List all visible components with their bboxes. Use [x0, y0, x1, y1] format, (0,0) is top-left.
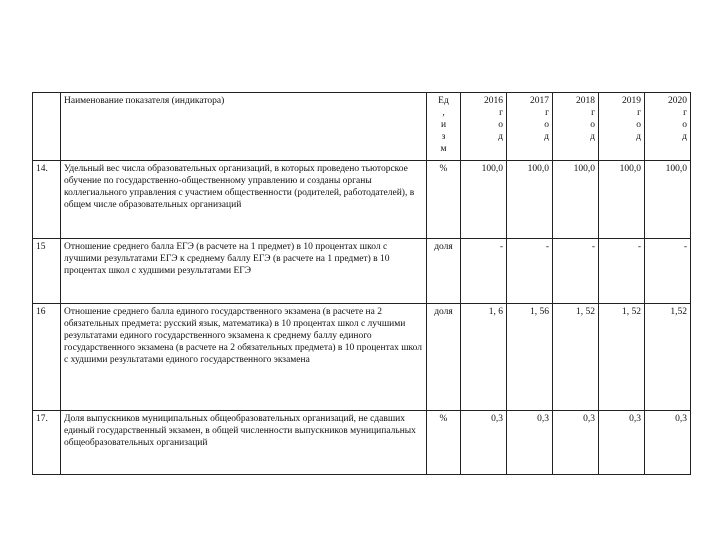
header-year-2017 [507, 93, 553, 161]
row-indicator-name: Отношение среднего балла ЕГЭ (в расчете на 1 предмет) в 10 процентах школ с лучшими результатами ЕГЭ к среднему баллу ЕГЭ (в расчете на 1 предмет) в 10 процентах школ с худшими результатами ЕГЭ [61, 239, 427, 304]
year-char: о [636, 120, 641, 130]
table-row [33, 411, 691, 475]
header-num-cell [33, 93, 61, 161]
row-number: 16 [33, 304, 61, 411]
unit-char: , [442, 108, 445, 118]
header-name-cell: Наименование показателя (индикатора) [61, 93, 427, 161]
row-value: - [599, 239, 645, 304]
row-unit: доля [427, 239, 461, 304]
header-year-2020 [645, 93, 691, 161]
year-label: 2019 [622, 96, 641, 106]
year-label: 2017 [530, 96, 549, 106]
unit-char: з [441, 132, 446, 142]
row-number: 14. [33, 161, 61, 239]
year-char: г [545, 108, 549, 118]
year-char: д [682, 132, 687, 142]
year-char: о [590, 120, 595, 130]
header-year-2018 [553, 93, 599, 161]
row-value: 0,3 [599, 411, 645, 475]
unit-char: и [440, 120, 447, 130]
header-year-2019 [599, 93, 645, 161]
row-value: 1, 52 [599, 304, 645, 411]
row-value: 100,0 [599, 161, 645, 239]
row-value: 0,3 [645, 411, 691, 475]
row-value: - [645, 239, 691, 304]
year-label: 2018 [576, 96, 595, 106]
year-label: 2020 [668, 96, 687, 106]
year-char: д [636, 132, 641, 142]
row-value: - [507, 239, 553, 304]
row-unit: доля [427, 304, 461, 411]
table-row [33, 161, 691, 239]
year-char: о [544, 120, 549, 130]
row-number: 15 [33, 239, 61, 304]
year-char: г [637, 108, 641, 118]
table-row [33, 304, 691, 411]
year-label: 2016 [484, 96, 503, 106]
row-value: 1, 56 [507, 304, 553, 411]
year-char: г [683, 108, 687, 118]
year-char: о [682, 120, 687, 130]
row-unit: % [427, 161, 461, 239]
row-value: 1,52 [645, 304, 691, 411]
year-char: д [590, 132, 595, 142]
row-value: 1, 6 [461, 304, 507, 411]
year-char: о [498, 120, 503, 130]
unit-char: м [440, 144, 447, 154]
year-char: г [499, 108, 503, 118]
header-unit-cell [427, 93, 461, 161]
year-char: д [544, 132, 549, 142]
year-char: д [498, 132, 503, 142]
header-row [33, 93, 691, 161]
row-indicator-name: Доля выпускников муниципальных общеобразовательных организаций, не сдавших единый государственный экзамен, в общей численности выпускников муниципальных общеобразовательных организаций [61, 411, 427, 475]
indicators-table [32, 92, 691, 475]
row-value: 100,0 [553, 161, 599, 239]
row-indicator-name: Удельный вес числа образовательных организаций, в которых проведено тьюторское обучение по государственно-общественному управлению и созданы органы коллегиального управления с участием общественности (родителей, работодателей), в общем числе образовательных организаций [61, 161, 427, 239]
row-value: 100,0 [507, 161, 553, 239]
row-value: - [461, 239, 507, 304]
year-char: г [591, 108, 595, 118]
unit-char: Ед [438, 96, 449, 106]
row-value: 1, 52 [553, 304, 599, 411]
header-year-2016 [461, 93, 507, 161]
row-indicator-name: Отношение среднего балла единого государственного экзамена (в расчете на 2 обязательных предмета: русский язык, математика) в 10 процентах школ с лучшими результатами единого государственного экзамена к среднему баллу единого государственного экзамена (в расчете на 2 обязательных предмета) в 10 процентах школ с худшими результатами единого государственного экзамена [61, 304, 427, 411]
row-value: 100,0 [461, 161, 507, 239]
row-value: - [553, 239, 599, 304]
row-value: 0,3 [461, 411, 507, 475]
row-value: 0,3 [553, 411, 599, 475]
row-value: 0,3 [507, 411, 553, 475]
row-unit: % [427, 411, 461, 475]
table-row [33, 239, 691, 304]
row-number: 17. [33, 411, 61, 475]
row-value: 100,0 [645, 161, 691, 239]
